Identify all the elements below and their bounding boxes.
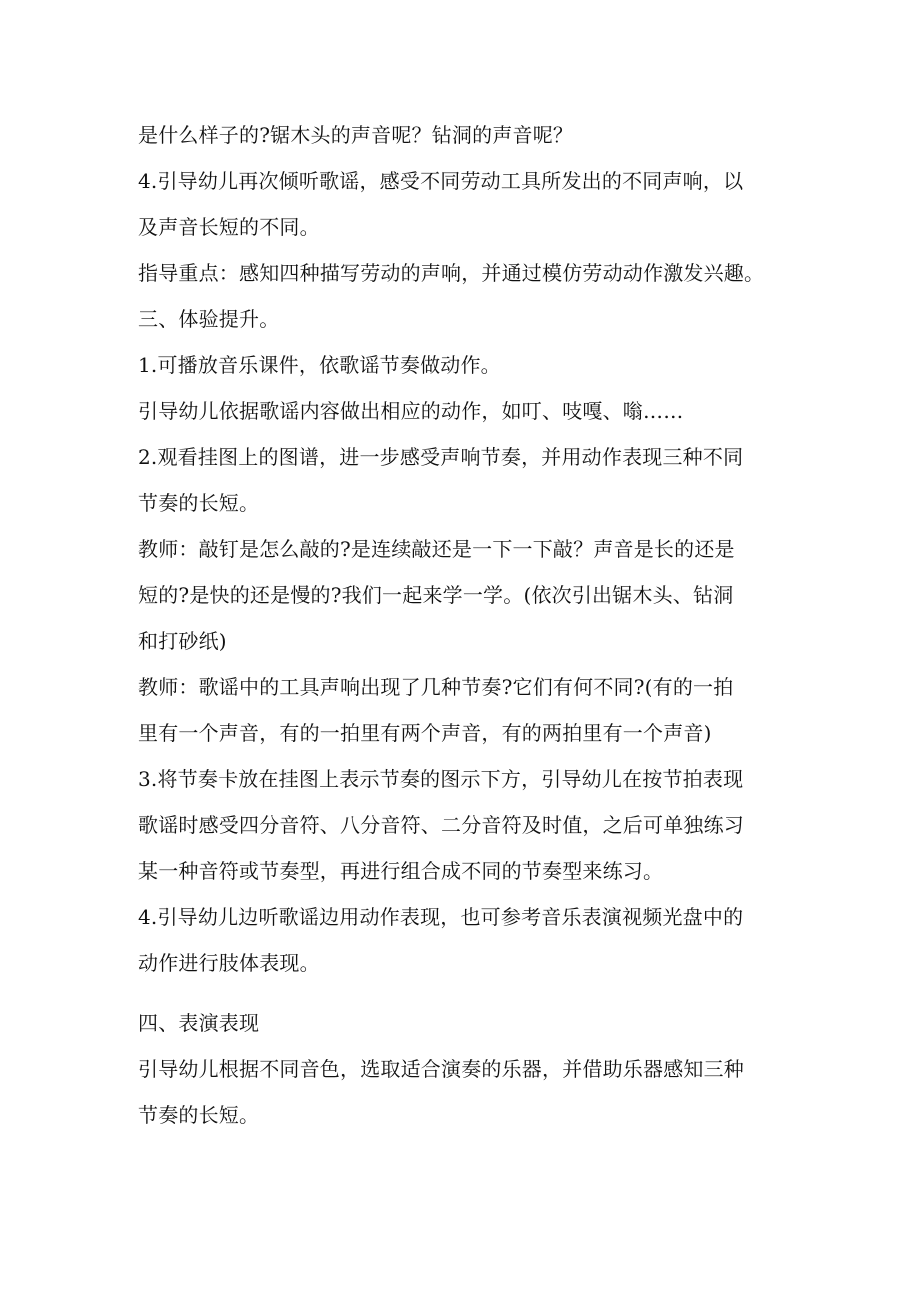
document-page <box>138 112 788 1138</box>
text-line: 某一种音符或节奏型，再进行组合成不同的节奏型来练习。 <box>138 859 664 883</box>
section-heading: 四、表演表现 <box>138 1011 260 1035</box>
text-line: 引导幼儿依据歌谣内容做出相应的动作，如叮、吱嘎、嗡…… <box>138 399 684 423</box>
text-line: 引导幼儿根据不同音色，选取适合演奏的乐器，并借助乐器感知三种 <box>138 1057 744 1081</box>
text-line: 1.可播放音乐课件，依歌谣节奏做动作。 <box>138 353 501 377</box>
text-line: 及声音长短的不同。 <box>138 215 320 239</box>
text-line: 2.观看挂图上的图谱，进一步感受声响节奏，并用动作表现三种不同 <box>138 445 744 469</box>
text-line: 短的?是快的还是慢的?我们一起来学一学。(依次引出锯木头、钻洞 <box>138 583 734 607</box>
text-line: 3.将节奏卡放在挂图上表示节奏的图示下方，引导幼儿在按节拍表现 <box>138 767 744 791</box>
paragraph-gap <box>138 986 788 1000</box>
text-line: 歌谣时感受四分音符、八分音符、二分音符及时值，之后可单独练习 <box>138 813 744 837</box>
text-line: 4.引导幼儿再次倾听歌谣，感受不同劳动工具所发出的不同声响，以 <box>138 169 744 193</box>
text-line: 节奏的长短。 <box>138 491 260 515</box>
text-line: 和打砂纸) <box>138 629 227 653</box>
text-line: 教师：歌谣中的工具声响出现了几种节奏?它们有何不同?(有的一拍 <box>138 675 734 699</box>
text-line: 节奏的长短。 <box>138 1103 260 1127</box>
text-line: 里有一个声音，有的一拍里有两个声音，有的两拍里有一个声音) <box>138 721 712 745</box>
text-line: 动作进行肢体表现。 <box>138 951 320 975</box>
section-heading: 三、体验提升。 <box>138 307 280 331</box>
text-line: 是什么样子的?锯木头的声音呢？钻洞的声音呢？ <box>138 123 574 147</box>
text-line: 4.引导幼儿边听歌谣边用动作表现，也可参考音乐表演视频光盘中的 <box>138 905 744 929</box>
text-line: 教师：敲钉是怎么敲的?是连续敲还是一下一下敲？声音是长的还是 <box>138 537 735 561</box>
text-line: 指导重点：感知四种描写劳动的声响，并通过模仿劳动动作激发兴趣。 <box>138 261 765 285</box>
